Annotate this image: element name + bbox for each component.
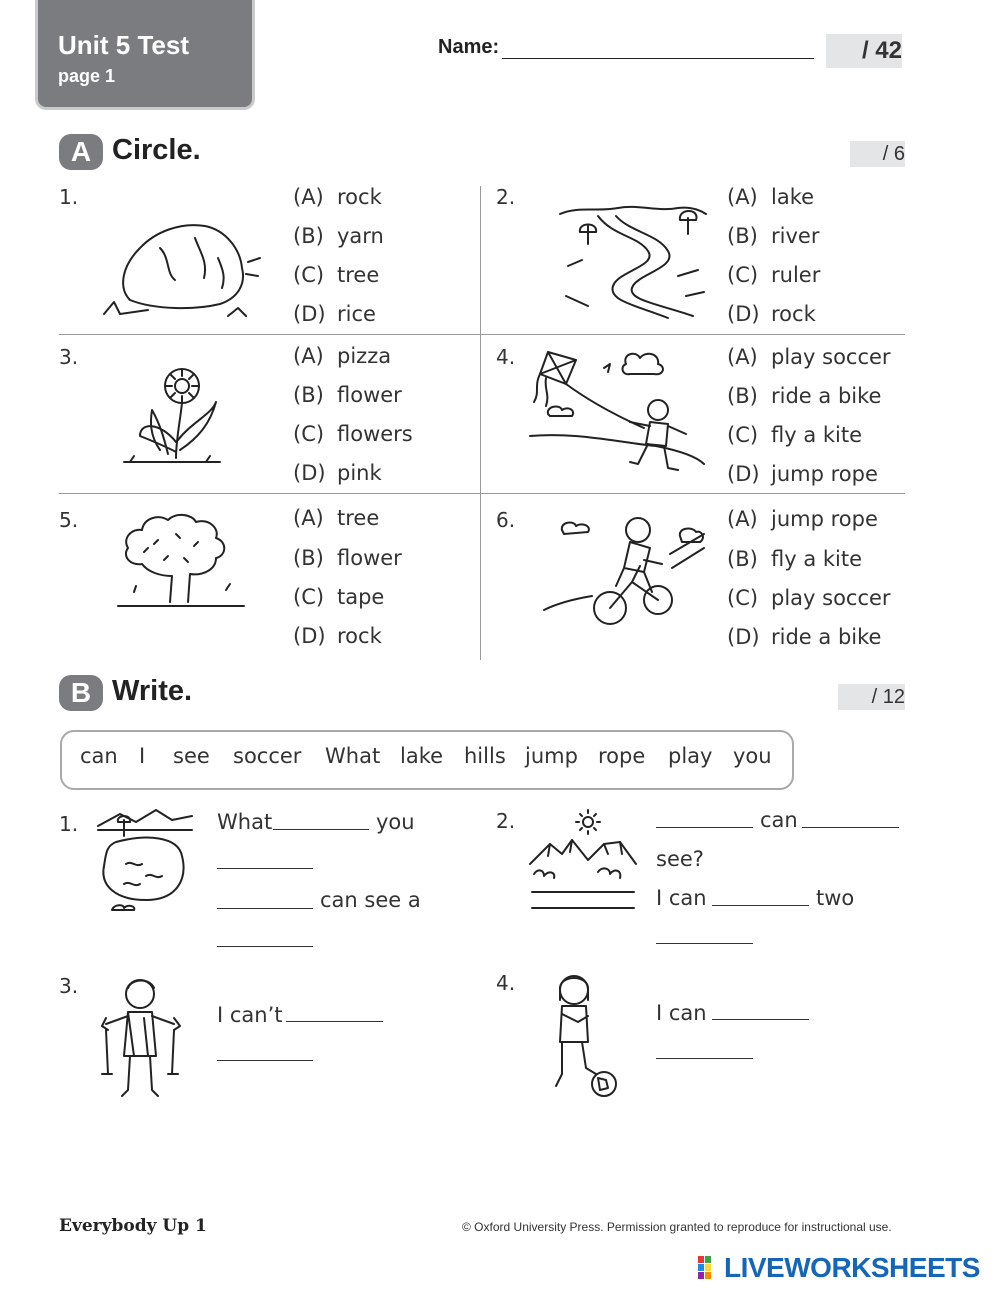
option-a[interactable]: (A) lake xyxy=(727,185,815,209)
option-a[interactable]: (A) rock xyxy=(293,185,382,209)
word-bank-word: I xyxy=(139,744,146,768)
liveworksheets-brand[interactable]: LIVEWORKSHEETS xyxy=(724,1252,980,1283)
option-c[interactable]: (C) ruler xyxy=(727,263,821,287)
option-d[interactable]: (D) rock xyxy=(293,624,382,648)
word-bank-word: you xyxy=(733,744,772,768)
answer-blank[interactable] xyxy=(802,827,899,828)
total-score: / 42 xyxy=(826,34,902,68)
question-number: 3. xyxy=(59,974,79,998)
sentence-word: What xyxy=(217,810,273,834)
girl-soccer-picture xyxy=(548,968,622,1104)
option-b[interactable]: (B) river xyxy=(727,224,820,248)
page-label: page 1 xyxy=(58,66,116,86)
question-number: 5. xyxy=(59,508,79,532)
word-bank-word: jump xyxy=(525,744,578,768)
lake-picture xyxy=(96,806,196,916)
option-b[interactable]: (B) flower xyxy=(293,546,402,570)
answer-blank[interactable] xyxy=(217,1060,313,1061)
answer-blank[interactable] xyxy=(286,1021,383,1022)
question-number: 4. xyxy=(496,345,516,369)
rock-picture xyxy=(100,218,265,324)
answer-blank[interactable] xyxy=(656,943,753,944)
answer-blank[interactable] xyxy=(217,868,313,869)
option-d[interactable]: (D) pink xyxy=(293,461,382,485)
question-number: 4. xyxy=(496,971,516,995)
answer-blank[interactable] xyxy=(217,946,313,947)
grid-divider-row2 xyxy=(59,493,905,494)
option-a[interactable]: (A) jump rope xyxy=(727,507,878,531)
kite-picture xyxy=(526,346,706,478)
unit-tab xyxy=(38,0,252,107)
river-picture xyxy=(558,196,708,324)
section-b-score: / 12 xyxy=(838,684,905,710)
grid-divider-vertical xyxy=(480,186,481,660)
unit-title: Unit 5 Test xyxy=(58,30,189,60)
option-d[interactable]: (D) jump rope xyxy=(727,462,878,486)
word-bank-word: rope xyxy=(598,744,646,768)
sentence-word: can see a xyxy=(320,888,421,912)
answer-blank[interactable] xyxy=(217,908,313,909)
flower-picture xyxy=(120,362,225,468)
option-a[interactable]: (A) pizza xyxy=(293,344,392,368)
word-bank-word: can xyxy=(80,744,118,768)
section-a-title: Circle. xyxy=(112,134,201,166)
sentence-word: I can’t xyxy=(217,1003,283,1027)
sentence-word: you xyxy=(376,810,415,834)
question-number: 6. xyxy=(496,508,516,532)
bike-picture xyxy=(540,514,706,636)
grid-divider-row1 xyxy=(59,334,905,335)
section-b-badge: B xyxy=(59,675,103,711)
copyright-notice: © Oxford University Press. Permission granted to reproduce for instructional use. xyxy=(462,1220,892,1234)
question-number: 2. xyxy=(496,185,516,209)
name-line[interactable] xyxy=(502,58,814,59)
book-title: Everybody Up 1 xyxy=(59,1216,207,1236)
question-number: 1. xyxy=(59,185,79,209)
option-c[interactable]: (C) tree xyxy=(293,263,380,287)
option-c[interactable]: (C) flowers xyxy=(293,422,413,446)
sentence-word: two xyxy=(816,886,855,910)
sentence-word: can xyxy=(760,808,798,832)
answer-blank[interactable] xyxy=(656,1058,753,1059)
name-label: Name: xyxy=(438,36,500,58)
option-d[interactable]: (D) rice xyxy=(293,302,376,326)
section-a-score: / 6 xyxy=(850,141,905,167)
option-d[interactable]: (D) ride a bike xyxy=(727,625,882,649)
option-c[interactable]: (C) tape xyxy=(293,585,385,609)
option-b[interactable]: (B) yarn xyxy=(293,224,384,248)
word-bank-word: What xyxy=(325,744,381,768)
section-b-title: Write. xyxy=(112,675,193,707)
question-number: 2. xyxy=(496,809,516,833)
word-bank-word: soccer xyxy=(233,744,302,768)
option-a[interactable]: (A) tree xyxy=(293,506,380,530)
option-d[interactable]: (D) rock xyxy=(727,302,816,326)
tree-picture xyxy=(114,510,248,614)
sentence-word: see? xyxy=(656,847,704,871)
word-bank-word: lake xyxy=(400,744,444,768)
word-bank-word: see xyxy=(173,744,210,768)
boy-jump-rope-picture xyxy=(94,972,190,1108)
answer-blank[interactable] xyxy=(712,905,809,906)
sentence-word: I can xyxy=(656,1001,707,1025)
answer-blank[interactable] xyxy=(712,1019,809,1020)
liveworksheets-logo-icon xyxy=(698,1256,720,1280)
question-number: 3. xyxy=(59,345,79,369)
answer-blank[interactable] xyxy=(656,827,753,828)
option-b[interactable]: (B) ride a bike xyxy=(727,384,882,408)
question-number: 1. xyxy=(59,812,79,836)
word-bank-word: hills xyxy=(464,744,506,768)
option-c[interactable]: (C) play soccer xyxy=(727,586,891,610)
sentence-word: I can xyxy=(656,886,707,910)
option-a[interactable]: (A) play soccer xyxy=(727,345,891,369)
option-b[interactable]: (B) flower xyxy=(293,383,402,407)
option-c[interactable]: (C) fly a kite xyxy=(727,423,863,447)
hills-picture xyxy=(528,808,638,914)
word-bank-word: play xyxy=(668,744,713,768)
answer-blank[interactable] xyxy=(273,829,369,830)
option-b[interactable]: (B) fly a kite xyxy=(727,547,863,571)
section-a-badge: A xyxy=(59,134,103,170)
